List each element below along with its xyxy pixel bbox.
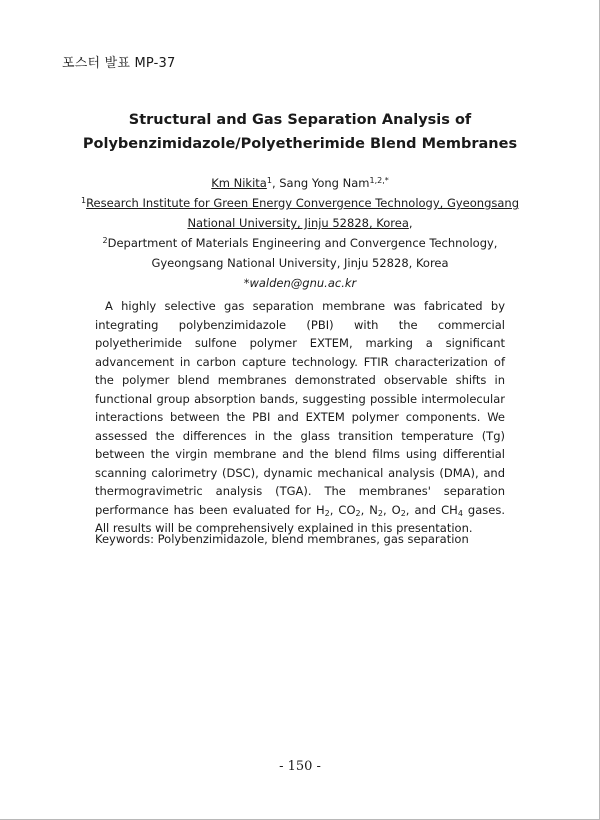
affiliation-1-text-1: Research Institute for Green Energy Convergence Technology, Gyeongsang: [86, 196, 520, 210]
author-2-sup: 1,2,*: [369, 176, 389, 185]
page-number: - 150 -: [279, 759, 321, 774]
abstract-text-6: gases. All results will be comprehensively explained in this presentation.: [95, 502, 505, 535]
corresponding-email: *walden@gnu.ac.kr: [243, 276, 357, 290]
author-block: [60, 173, 540, 293]
abstract-text-3: , N: [360, 502, 378, 517]
affiliation-2-text-1: Department of Materials Engineering and Convergence Technology,: [107, 236, 498, 250]
affiliation-2-line-2: Gyeongsang National University, Jinju 52828, Korea: [151, 256, 449, 270]
abstract-text-1: A highly selective gas separation membrane was fabricated by integrating polybenzimidazole (PBI) with the commercial polyetherimide sulfone polymer EXTEM, marking a significant advancement in carbon capture technology. FTIR characterization of the polymer blend membranes demonstrated observable shifts in functional group absorption bands, suggesting possible intermolecular interactions between the PBI and EXTEM polymer components. We assessed the differences in the glass transition temperature (Tg) between the virgin membrane and the blend films using differential scanning calorimetry (DSC), dynamic mechanical analysis (DMA), and thermogravimetric analysis (TGA). The membranes' separation performance has been evaluated for H: [95, 299, 505, 517]
author-2-name: Sang Yong Nam: [279, 176, 370, 190]
abstract-sub-2: 2: [355, 508, 361, 518]
affiliation-2-line-1: [60, 233, 540, 253]
paper-title: [60, 108, 540, 156]
title-line-1: Structural and Gas Separation Analysis of: [128, 112, 472, 128]
author-1-sup: 1: [266, 176, 272, 185]
abstract-text-2: , CO: [329, 502, 356, 517]
session-label: 포스터 발표 MP-37: [62, 56, 176, 71]
abstract-text-4: , O: [382, 502, 401, 517]
affiliation-1-sup: 1: [80, 196, 87, 205]
abstract-sub-5: 4: [457, 508, 463, 518]
abstract-sub-1: 2: [324, 508, 330, 518]
abstract-sub-3: 2: [377, 508, 383, 518]
author-separator: ,: [271, 176, 280, 190]
affiliation-1-line-2: [60, 213, 540, 233]
affiliation-1-line-1: [60, 193, 540, 213]
abstract-paragraph: [95, 297, 505, 538]
abstract-sub-4: 2: [400, 508, 406, 518]
affiliation-1-text-2: National University, Jinju 52828, Korea: [187, 216, 409, 230]
abstract-text-5: , and CH: [405, 502, 458, 517]
affiliation-1-tail: ,: [408, 216, 413, 230]
author-line: [60, 173, 540, 193]
affiliation-2-sup: 2: [102, 236, 108, 245]
author-1-name: Km Nikita: [211, 176, 267, 190]
keywords-line: Keywords: Polybenzimidazole, blend membranes, gas separation: [95, 532, 469, 546]
title-line-2: Polybenzimidazole/Polyetherimide Blend Membranes: [82, 136, 518, 152]
